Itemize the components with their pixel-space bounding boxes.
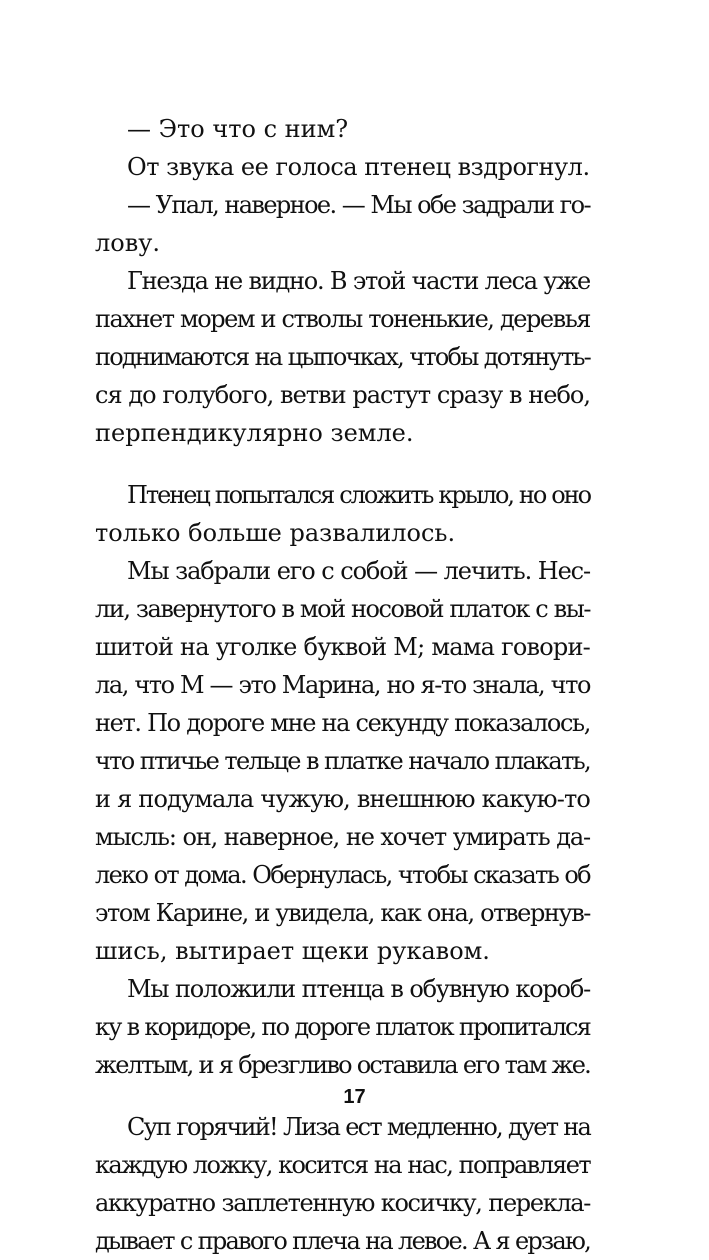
text-line: поднимаются на цыпочках, чтобы дотянуть- bbox=[95, 343, 590, 371]
text-line: Суп горячий! Лиза ест медленно, дует на bbox=[127, 1113, 590, 1141]
text-line: ла, что М — это Марина, но я-то знала, что bbox=[95, 671, 590, 699]
paragraph bbox=[95, 476, 590, 552]
paragraph bbox=[95, 552, 590, 970]
text-line: нет. По дороге мне на секунду показалось, bbox=[95, 709, 590, 737]
section-break bbox=[95, 452, 590, 476]
text-line: лову. bbox=[95, 229, 160, 257]
text-line: ку в коридоре, по дороге платок пропитался bbox=[95, 1013, 590, 1041]
text-line: что птичье тельце в платке начало плакать, bbox=[95, 747, 590, 775]
paragraph bbox=[95, 970, 590, 1084]
text-line: ся до голубого, ветви растут сразу в небо, bbox=[95, 381, 590, 409]
text-line: шитой на уголке буквой М; мама говори- bbox=[95, 633, 590, 661]
text-line: аккуратно заплетенную косичку, перекла- bbox=[95, 1189, 590, 1217]
text-line: Мы забрали его с собой — лечить. Нес- bbox=[127, 557, 590, 585]
text-line: перпендикулярно земле. bbox=[95, 419, 414, 447]
paragraph bbox=[95, 1108, 590, 1260]
text-line: мысль: он, наверное, не хочет умирать да- bbox=[95, 823, 590, 851]
paragraph bbox=[95, 110, 590, 148]
text-line: каждую ложку, косится на нас, поправляет bbox=[95, 1151, 590, 1179]
text-line: и я подумала чужую, внешнюю какую-то bbox=[95, 785, 590, 813]
text-line: От звука ее голоса птенец вздрогнул. bbox=[127, 153, 590, 181]
paragraph bbox=[95, 148, 590, 186]
page-number: 17 bbox=[343, 1086, 366, 1108]
text-line: Мы положили птенца в обувную короб- bbox=[127, 975, 590, 1003]
text-line: — Упал, наверное. — Мы обе задрали го- bbox=[127, 191, 590, 219]
text-line: шись, вытирает щеки рукавом. bbox=[95, 937, 490, 965]
text-line: Гнезда не видно. В этой части леса уже bbox=[127, 267, 590, 295]
text-line: этом Карине, и увидела, как она, отвернув- bbox=[95, 899, 590, 927]
text-line: дывает с правого плеча на левое. А я ерзаю, bbox=[95, 1227, 590, 1255]
text-line: Птенец попытался сложить крыло, но оно bbox=[127, 481, 590, 509]
text-line: пахнет морем и стволы тоненькие, деревья bbox=[95, 305, 590, 333]
text-line: — Это что с ним? bbox=[127, 115, 349, 143]
text-line: желтым, и я брезгливо оставила его там же. bbox=[95, 1051, 590, 1079]
text-line: ли, завернутого в мой носовой платок с вы- bbox=[95, 595, 590, 623]
paragraph bbox=[95, 262, 590, 452]
text-line: леко от дома. Обернулась, чтобы сказать об bbox=[95, 861, 590, 889]
text-line: только больше развалилось. bbox=[95, 519, 456, 547]
paragraph bbox=[95, 186, 590, 262]
